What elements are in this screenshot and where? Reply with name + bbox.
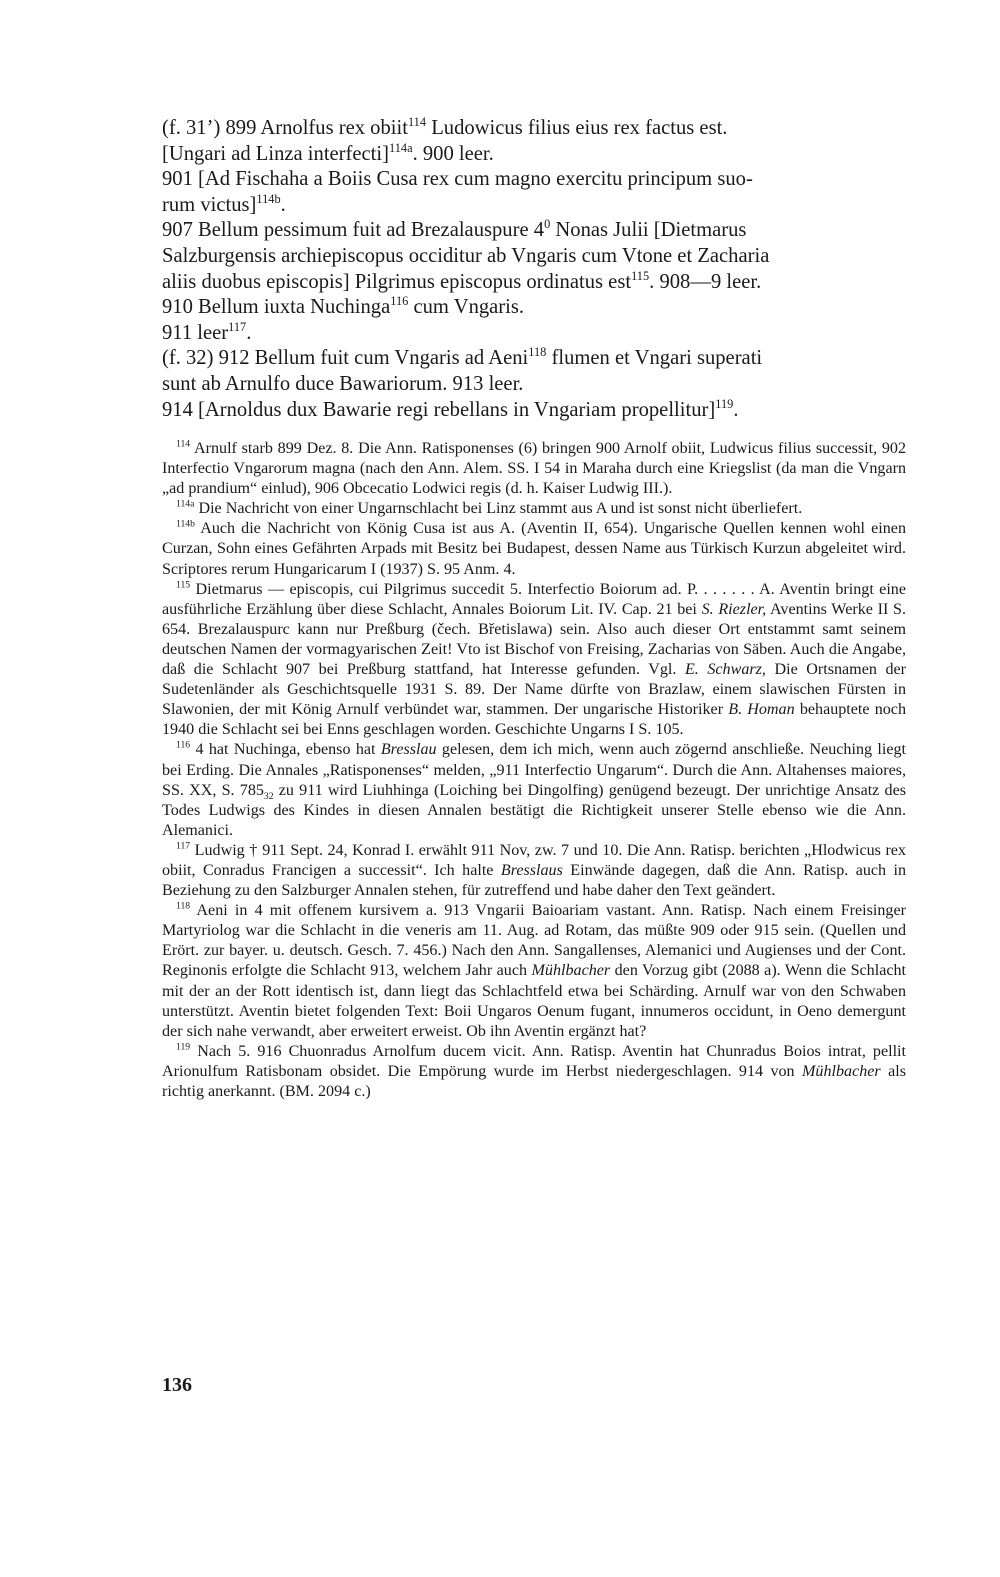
annal-line: [Ungari ad Linza interfecti]$^{114a}$. 900 leer. <box>162 140 494 165</box>
footnote-ref: 116 <box>390 294 409 309</box>
footnote-ref: 114 <box>407 115 427 130</box>
footnote-119: $^{119}$ Nach 5. 916 Chuonradus Arnolfum ducem vicit. Ann. Ratisp. Aventin hat Chunradus Boios intrat, pellit Arionulfum Ratisbonam obsidet. Die Empörung wurde im Herbst niedergeschlagen. 914 von Mühlbacher als richtig anerkannt. (BM. 2094 c.) <box>162 1041 906 1100</box>
footnote-number: 117 <box>176 840 191 852</box>
footnote-ref: 117 <box>228 319 247 334</box>
annal-line: 910 Bellum iuxta Nuchinga$^{116}$ cum Vngaris. <box>162 294 525 319</box>
footnote-117: $^{117}$ Ludwig † 911 Sept. 24, Konrad I. erwählt 911 Nov, zw. 7 und 10. Die Ann. Ratisp. berichten „Hlodwicus rex obiit, Conradus Francigen a successit“. Ich halte Bresslaus Einwände dagegen, daß die Ann. Ratisp. auch in Beziehung zu den Salzburger Annalen stehen, für zutreffend und habe daher den Text geändert. <box>162 840 907 900</box>
annal-line: rum victus]$^{114b}$. <box>162 191 286 216</box>
annal-line: 901 [Ad Fischaha a Boiis Cusa rex cum magno exercitu principum suo- <box>162 168 753 191</box>
footnote-number: 114b <box>176 519 195 531</box>
footnote-ref: 115 <box>631 268 650 283</box>
footnote-number: 114a <box>176 498 195 510</box>
annal-line: (f. 32) 912 Bellum fuit cum Vngaris ad Aeni$^{118}$ flumen et Vngari superati <box>162 345 763 370</box>
footnote-114: $^{114}$ Arnulf starb 899 Dez. 8. Die Ann. Ratisponenses (6) bringen 900 Arnolf obiit, Ludwicus filius successit, 902 Interfectio Vngarorum magna (nach den Ann. Alem. SS. I 54 in Maraha durch eine Kriegslist (da man die Vngarn „ad prandium“ einlud), 906 Obcecatio Lodwici regis (d. h. Kaiser Ludwig III.). <box>162 438 906 498</box>
footnote-118: $^{118}$ Aeni in 4 mit offenem kursivem a. 913 Vngarii Baioariam vastant. Ann. Ratisp. Nach einem Freisinger Martyriolog war die Schlacht in die veneris am 11. Aug. ad Rotam, das müßte 909 oder 915 sein. (Quellen und Erört. zur bayer. u. deutsch. Gesch. 7. 456.) Nach den Ann. Sangallenses, Alemanici und Augienses und der Cont. Reginonis erfolgte die Schlacht 913, welchem Jahr auch Mühlbacher den Vorzug gibt (2088 a). Wenn die Schlacht mit der an der Rott identisch ist, dann liegt das Schlachtfeld etwa bei Schärding. Arnulf war von den Schwaben unterstützt. Aventin bietet folgenden Text: Boii Ungaros Oenum fugant, innumeros occidunt, in Oeno demergunt der sich nahe verwandt, aber erweitert erweist. Ob ihn Aventin ergänzt hat? <box>162 900 906 1040</box>
annal-line: 914 [Arnoldus dux Bawarie regi rebellans in Vngariam propellitur]$^{119}$. <box>162 396 739 421</box>
footnote-ref: 114a <box>388 140 413 155</box>
footnotes <box>162 439 906 1102</box>
annal-line: aliis duobus episcopis] Pilgrimus episcopus ordinatus est$^{115}$. 908—9 leer. <box>162 268 762 293</box>
degree-mark: 0 <box>544 217 551 232</box>
annal-line: (f. 31’) 899 Arnolfus rex obiit$^{114}$ Ludowicus filius eius rex factus est. <box>162 115 728 139</box>
footnote-number: 116 <box>176 740 191 752</box>
footnote-number: 118 <box>176 900 191 912</box>
footnote-ref: 118 <box>528 345 547 360</box>
annal-line: sunt ab Arnulfo duce Bawariorum. 913 leer. <box>162 372 524 395</box>
page-number: 136 <box>162 1374 192 1396</box>
footnote-114b: $^{114b}$ Auch die Nachricht von König Cusa ist aus A. (Aventin II, 654). Ungarische Quellen kennen wohl einen Curzan, Sohn eines Gefährten Arpads mit Besitz bei Budapest, dessen Name aus Türkisch Kurzun abgeleitet wird. Scriptores rerum Hungaricarum I (1937) S. 95 Anm. 4. <box>162 519 906 578</box>
footnote-number: 114 <box>176 438 191 450</box>
footnote-116: $^{116}$ 4 hat Nuchinga, ebenso hat Bresslau gelesen, dem ich mich, wenn auch zögernd anschließe. Neuching liegt bei Erding. Die Annales „Ratisponenses“ melden, „911 Interfectio Ungarum“. Durch die Ann. Altahenses maiores, SS. XX, S. $785_{32}$ zu 911 wird Liuhhinga (Loiching bei Dingolfing) genügend bezeugt. Der unrichtige Ansatz des Todes Ludwigs des Kindes in diesen Annalen bestätigt die Richtigkeit unserer Stelle ebenso wie die Ann. Alemanici. <box>162 740 906 839</box>
annal-line: 907 Bellum pessimum fuit ad Brezalauspure $4^0$ Nonas Julii [Dietmarus <box>162 217 747 242</box>
footnote-number: 115 <box>176 579 191 591</box>
footnote-114a: $^{114a}$ Die Nachricht von einer Ungarnschlacht bei Linz stammt aus A und ist sonst nicht überliefert. <box>176 498 803 518</box>
footnote-number: 119 <box>176 1041 191 1053</box>
annal-line: Salzburgensis archiepiscopus occiditur ab Vngaris cum Vtone et Zacharia <box>162 244 770 267</box>
footnote-115: $^{115}$ Dietmarus — episcopis, cui Pilgrimus succedit 5. Interfectio Boiorum ad. P. . . . . . . A. Aventin bringt eine ausführliche Erzählung über diese Schlacht, Annales Boiorum Lit. IV. Cap. 21 bei S. Riezler, Aventins Werke II S. 654. Brezalauspurc kann nur Preßburg (čech. Břetislawa) sein. Also auch dieser Ort entstammt samt seinem deutschen Namen der vormagyarischen Zeit! Vto ist Bischof von Freising, Zacharias von Säben. Auch die Angabe, daß die Schlacht 907 bei Preßburg stattfand, hat Interesse gefunden. Vgl. E. Schwarz, Die Ortsnamen der Sudetenländer als Geschichtsquelle 1931 S. 89. Der Name dürfte von Brazlaw, einem slawischen Fürsten in Slawonien, der mit König Arnulf verbündet war, stammen. Der ungarische Historiker B. Homan behauptete noch 1940 die Schlacht sei bei Enns geschlagen worden. Geschichte Ungarns I S. 105. <box>162 579 906 739</box>
annal-main-text <box>162 116 906 423</box>
footnote-ref: 119 <box>715 396 734 411</box>
annal-line: 911 leer$^{117}$. <box>162 319 252 344</box>
footnote-ref: 114b <box>256 191 281 206</box>
